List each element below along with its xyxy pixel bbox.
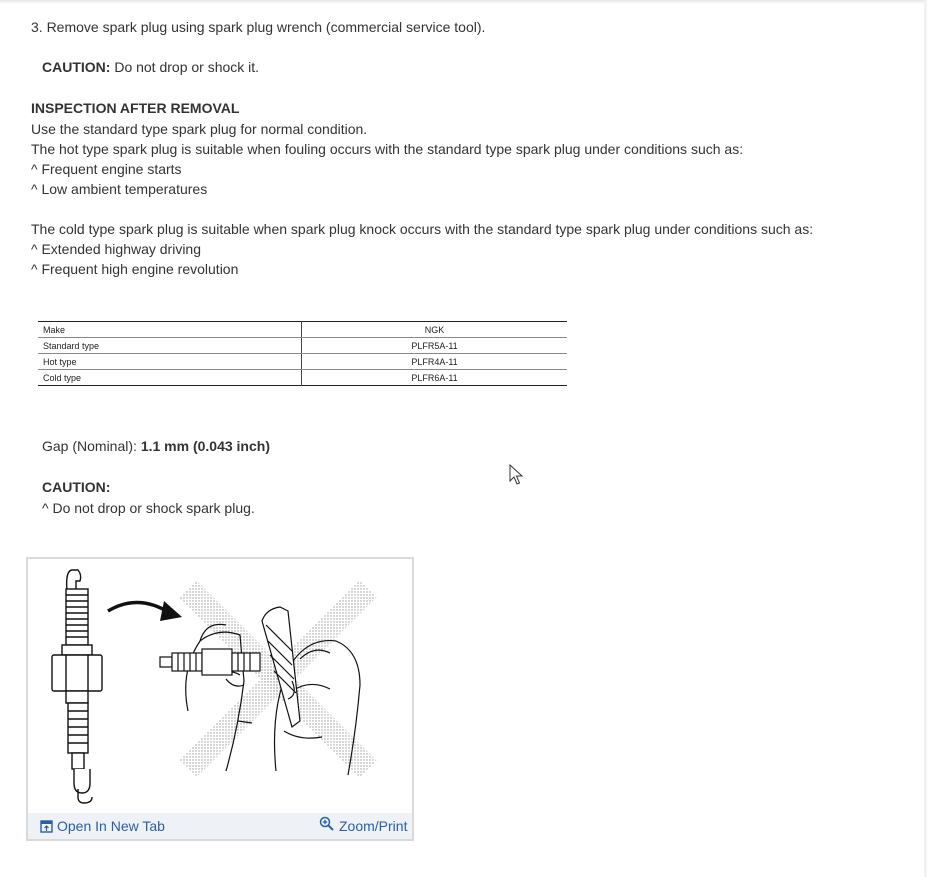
open-new-tab-link[interactable] xyxy=(40,818,165,834)
table-row xyxy=(38,338,567,354)
inspection-line: The cold type spark plug is suitable when spark plug knock occurs with the standard type spark plug under conditions such as: xyxy=(31,221,814,237)
caution-bullet: ^ Do not drop or shock spark plug. xyxy=(42,500,255,516)
table-cell: Cold type xyxy=(38,370,302,386)
table-cell: PLFR4A-11 xyxy=(302,354,568,370)
top-shadow xyxy=(0,0,927,4)
inspection-heading: INSPECTION AFTER REMOVAL xyxy=(31,100,240,116)
table-row xyxy=(38,322,567,338)
caution-text: Do not drop or shock it. xyxy=(110,59,260,75)
figure-container xyxy=(26,557,414,841)
gap-value: 1.1 mm (0.043 inch) xyxy=(140,438,270,454)
inspection-line: Use the standard type spark plug for normal condition. xyxy=(31,121,368,137)
inspection-bullet: ^ Extended highway driving xyxy=(31,241,202,257)
gap-label: Gap (Nominal): xyxy=(42,438,141,454)
zoom-print-label: Zoom/Print xyxy=(339,818,408,834)
caution-label: CAUTION: xyxy=(42,59,111,75)
open-new-tab-label: Open In New Tab xyxy=(57,818,165,834)
table-cell: PLFR5A-11 xyxy=(302,338,568,354)
inspection-line: The hot type spark plug is suitable when fouling occurs with the standard type spark plug under conditions such as: xyxy=(31,141,744,157)
gap-spec xyxy=(42,437,270,455)
table-row xyxy=(38,354,567,370)
table-cell: Standard type xyxy=(38,338,302,354)
open-new-tab-icon xyxy=(40,820,53,833)
figure-toolbar xyxy=(28,813,412,839)
table-row xyxy=(38,370,567,386)
spark-plug-table xyxy=(38,321,567,386)
table-cell: PLFR6A-11 xyxy=(411,372,458,383)
table-cell: Make xyxy=(38,322,302,338)
inspection-bullet: ^ Low ambient temperatures xyxy=(31,181,208,197)
caution-note xyxy=(42,58,259,76)
spark-plug-illustration[interactable] xyxy=(30,561,410,813)
inspection-bullet: ^ Frequent high engine revolution xyxy=(31,261,239,277)
table-cell: Hot type xyxy=(38,354,302,370)
zoom-in-icon xyxy=(319,816,335,832)
mouse-cursor-icon xyxy=(509,464,523,486)
zoom-print-link[interactable] xyxy=(319,814,407,834)
inspection-bullet: ^ Frequent engine starts xyxy=(31,161,182,177)
step-3-text: 3. Remove spark plug using spark plug wrench (commercial service tool). xyxy=(31,19,486,35)
table-cell: NGK xyxy=(302,322,568,338)
caution-heading: CAUTION: xyxy=(42,479,111,495)
